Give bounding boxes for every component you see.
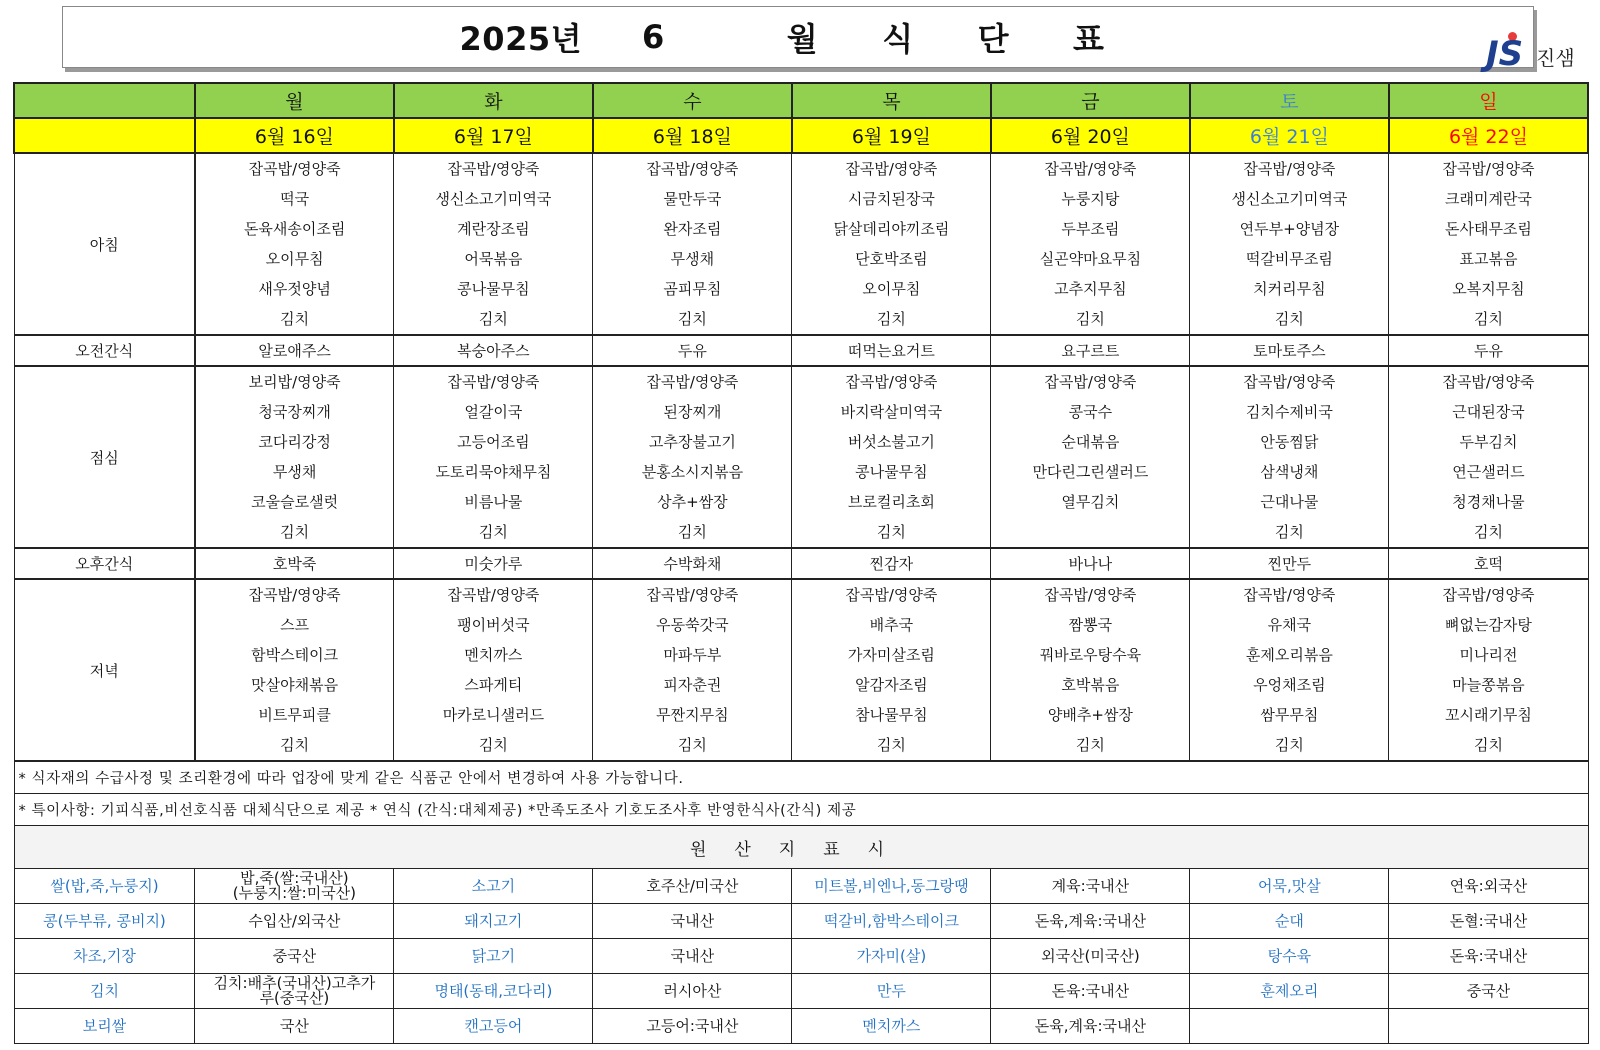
snack-cell: 수박화채 xyxy=(593,548,792,579)
menu-item: 김치 xyxy=(1075,736,1105,754)
menu-item: 유채국 xyxy=(1267,616,1312,634)
menu-item: 스프 xyxy=(280,616,310,634)
origin-value-line: (누룽지:쌀:미국산) xyxy=(232,884,357,902)
origin-header-row xyxy=(14,826,1588,869)
day-header-row xyxy=(14,83,1588,118)
menu-item: 비름나물 xyxy=(464,493,523,511)
menu-item: 맛살야채볶음 xyxy=(251,676,339,694)
day-header: 월 xyxy=(195,83,394,118)
menu-item: 김치 xyxy=(876,523,906,541)
snack-cell: 요구르트 xyxy=(991,335,1190,366)
menu-item: 잡곡밥/영양죽 xyxy=(1442,160,1535,178)
menu-item: 무생채 xyxy=(272,463,317,481)
menu-item: 멘치까스 xyxy=(464,646,523,664)
corner-cell xyxy=(14,118,195,153)
menu-item: 잡곡밥/영양죽 xyxy=(447,373,540,391)
menu-item: 잡곡밥/영양죽 xyxy=(1044,160,1137,178)
menu-item: 근대된장국 xyxy=(1452,403,1525,421)
origin-value: 국내산 xyxy=(593,939,792,974)
menu-item: 크래미계란국 xyxy=(1444,190,1532,208)
menu-item: 잡곡밥/영양죽 xyxy=(646,160,739,178)
menu-item: 김치 xyxy=(478,736,508,754)
date-header: 6월 21일 xyxy=(1190,118,1389,153)
menu-cell xyxy=(394,366,593,548)
menu-item: 완자조림 xyxy=(663,220,722,238)
date-header: 6월 20일 xyxy=(991,118,1190,153)
menu-item: 잡곡밥/영양죽 xyxy=(1243,373,1336,391)
menu-item: 마늘쫑볶음 xyxy=(1452,676,1525,694)
menu-item: 바지락살미역국 xyxy=(840,403,943,421)
meal-row xyxy=(14,366,1588,548)
menu-item: 고추장불고기 xyxy=(648,433,736,451)
day-header: 금 xyxy=(991,83,1190,118)
origin-item: 소고기 xyxy=(394,869,593,904)
menu-item: 돈사태무조림 xyxy=(1444,220,1532,238)
company-logo xyxy=(1486,32,1596,76)
menu-item: 잡곡밥/영양죽 xyxy=(1442,586,1535,604)
day-header: 화 xyxy=(394,83,593,118)
menu-item: 함박스테이크 xyxy=(251,646,339,664)
origin-item: 돼지고기 xyxy=(394,904,593,939)
menu-item: 김치 xyxy=(677,736,707,754)
menu-cell xyxy=(1389,153,1588,335)
menu-cell xyxy=(1389,579,1588,761)
snack-cell: 호박죽 xyxy=(195,548,394,579)
origin-value: 국산 xyxy=(195,1009,394,1044)
origin-item: 명태(동태,코다리) xyxy=(394,974,593,1009)
menu-item: 잡곡밥/영양죽 xyxy=(447,586,540,604)
menu-item: 청국장찌개 xyxy=(258,403,331,421)
menu-item: 쌈무무침 xyxy=(1260,706,1319,724)
menu-item: 표고볶음 xyxy=(1459,250,1518,268)
meal-label: 오전간식 xyxy=(14,335,195,366)
menu-cell xyxy=(593,366,792,548)
day-header: 일 xyxy=(1389,83,1588,118)
snack-cell: 찐만두 xyxy=(1190,548,1389,579)
menu-item: 두부조림 xyxy=(1061,220,1120,238)
origin-item: 어묵,맛살 xyxy=(1190,869,1389,904)
menu-item: 무생채 xyxy=(670,250,715,268)
menu-cell xyxy=(991,153,1190,335)
origin-row xyxy=(14,974,1588,1009)
menu-item: 삼색냉채 xyxy=(1260,463,1319,481)
origin-value: 중국산 xyxy=(1389,974,1588,1009)
origin-item xyxy=(1190,1009,1389,1044)
origin-value: 수입산/외국산 xyxy=(195,904,394,939)
menu-item: 안동찜닭 xyxy=(1260,433,1319,451)
menu-item: 오이무침 xyxy=(862,280,921,298)
menu-item: 꼬시래기무침 xyxy=(1444,706,1532,724)
menu-item: 돈육새송이조림 xyxy=(243,220,346,238)
menu-item: 배추국 xyxy=(869,616,914,634)
menu-item: 마카로니샐러드 xyxy=(442,706,545,724)
meal-row xyxy=(14,579,1588,761)
menu-item: 잡곡밥/영양죽 xyxy=(646,586,739,604)
menu-item: 참나물무침 xyxy=(855,706,928,724)
origin-row xyxy=(14,869,1588,904)
snack-cell: 토마토주스 xyxy=(1190,335,1389,366)
menu-item: 김치 xyxy=(280,523,310,541)
menu-item: 김치 xyxy=(677,523,707,541)
menu-item: 콩나물무침 xyxy=(855,463,928,481)
menu-item: 연두부+양념장 xyxy=(1239,220,1340,238)
menu-item: 된장찌개 xyxy=(663,403,722,421)
origin-value: 외국산(미국산) xyxy=(991,939,1190,974)
menu-cell xyxy=(1389,366,1588,548)
snack-cell: 찐감자 xyxy=(792,548,991,579)
menu-item: 김치 xyxy=(1274,523,1304,541)
date-header: 6월 19일 xyxy=(792,118,991,153)
origin-item: 가자미(살) xyxy=(792,939,991,974)
meal-row xyxy=(14,548,1588,579)
menu-item: 우동쑥갓국 xyxy=(656,616,729,634)
origin-value-line: 김치:배추(국내산)고추가 xyxy=(213,974,376,992)
menu-item: 김치 xyxy=(280,310,310,328)
note-text: * 식자재의 수급사정 및 조리환경에 따라 업장에 맞게 같은 식품군 안에서 변경하여 사용 가능합니다. xyxy=(14,761,1588,794)
snack-cell: 두유 xyxy=(593,335,792,366)
menu-item: 김치 xyxy=(478,523,508,541)
menu-cell xyxy=(195,579,394,761)
menu-item: 고등어조림 xyxy=(457,433,530,451)
menu-item: 시금치된장국 xyxy=(847,190,935,208)
origin-row xyxy=(14,1009,1588,1044)
snack-cell: 바나나 xyxy=(991,548,1190,579)
date-header-row xyxy=(14,118,1588,153)
menu-item: 분홍소시지볶음 xyxy=(641,463,744,481)
menu-item xyxy=(991,517,1189,547)
origin-value: 호주산/미국산 xyxy=(593,869,792,904)
day-header: 목 xyxy=(792,83,991,118)
menu-cell xyxy=(792,366,991,548)
origin-item: 콩(두부류, 콩비지) xyxy=(14,904,195,939)
note-row xyxy=(14,761,1588,794)
origin-item: 쌀(밥,죽,누룽지) xyxy=(14,869,195,904)
snack-cell: 떠먹는요거트 xyxy=(792,335,991,366)
origin-value: 돈육:국내산 xyxy=(991,974,1190,1009)
origin-item: 김치 xyxy=(14,974,195,1009)
menu-item: 김치 xyxy=(1473,310,1503,328)
menu-item: 짬뽕국 xyxy=(1068,616,1113,634)
snack-cell: 알로애주스 xyxy=(195,335,394,366)
menu-item: 마파두부 xyxy=(663,646,722,664)
menu-item: 근대나물 xyxy=(1260,493,1319,511)
menu-item: 양배추+쌈장 xyxy=(1047,706,1133,724)
title-year: 2025년 xyxy=(459,20,583,58)
menu-item: 코울슬로샐럿 xyxy=(251,493,339,511)
menu-item: 잡곡밥/영양죽 xyxy=(248,160,341,178)
menu-item: 잡곡밥/영양죽 xyxy=(845,373,938,391)
menu-item: 스파게티 xyxy=(464,676,523,694)
origin-value: 돈육:국내산 xyxy=(1389,939,1588,974)
menu-cell xyxy=(1190,366,1389,548)
origin-item: 미트볼,비엔나,동그랑땡 xyxy=(792,869,991,904)
page-title xyxy=(62,6,1534,68)
menu-item: 우엉채조림 xyxy=(1253,676,1326,694)
snack-cell: 호떡 xyxy=(1389,548,1588,579)
menu-item: 버섯소불고기 xyxy=(847,433,935,451)
menu-item: 오복지무침 xyxy=(1452,280,1525,298)
menu-item: 잡곡밥/영양죽 xyxy=(1442,373,1535,391)
menu-item: 비트무피클 xyxy=(258,706,331,724)
meal-row xyxy=(14,335,1588,366)
menu-item: 잡곡밥/영양죽 xyxy=(845,586,938,604)
menu-item: 잡곡밥/영양죽 xyxy=(1044,586,1137,604)
logo-mark: JS xyxy=(1486,34,1524,74)
menu-item: 김치 xyxy=(280,736,310,754)
meal-label: 오후간식 xyxy=(14,548,195,579)
origin-item: 보리쌀 xyxy=(14,1009,195,1044)
meal-label: 아침 xyxy=(14,153,195,335)
note-text: * 특이사항: 기피식품,비선호식품 대체식단으로 제공 * 연식 (간식:대체제공) *만족도조사 기호도조사후 반영한식사(간식) 제공 xyxy=(14,794,1588,826)
menu-cell xyxy=(593,579,792,761)
menu-item: 가자미살조림 xyxy=(847,646,935,664)
snack-cell: 복숭아주스 xyxy=(394,335,593,366)
origin-item: 닭고기 xyxy=(394,939,593,974)
menu-item: 열무김치 xyxy=(1061,493,1120,511)
menu-item: 잡곡밥/영양죽 xyxy=(1243,586,1336,604)
note-row xyxy=(14,794,1588,826)
title-month: 6 xyxy=(642,18,665,56)
menu-item: 순대볶음 xyxy=(1061,433,1120,451)
menu-cell xyxy=(195,366,394,548)
menu-item: 팽이버섯국 xyxy=(457,616,530,634)
origin-value xyxy=(1389,1009,1588,1044)
menu-item: 연근샐러드 xyxy=(1452,463,1525,481)
menu-item: 잡곡밥/영양죽 xyxy=(1044,373,1137,391)
origin-value: 중국산 xyxy=(195,939,394,974)
menu-item: 떡갈비무조림 xyxy=(1245,250,1333,268)
origin-value-line: 밥,죽(쌀:국내산) xyxy=(240,869,349,887)
origin-item: 탕수육 xyxy=(1190,939,1389,974)
meal-label: 저녁 xyxy=(14,579,195,761)
menu-item: 상추+쌈장 xyxy=(657,493,728,511)
menu-cell xyxy=(991,366,1190,548)
meal-row xyxy=(14,153,1588,335)
menu-item: 꿔바로우탕수육 xyxy=(1039,646,1142,664)
menu-item: 계란장조림 xyxy=(457,220,530,238)
menu-item: 누룽지탕 xyxy=(1061,190,1120,208)
menu-cell xyxy=(394,579,593,761)
menu-item: 치커리무침 xyxy=(1253,280,1326,298)
title-char: 단 xyxy=(977,20,1010,58)
menu-item: 코다리강정 xyxy=(258,433,331,451)
menu-item: 김치 xyxy=(876,310,906,328)
menu-item: 실곤약마요무침 xyxy=(1039,250,1142,268)
menu-cell xyxy=(991,579,1190,761)
origin-item: 만두 xyxy=(792,974,991,1009)
menu-item: 고추지무침 xyxy=(1054,280,1127,298)
menu-item: 보리밥/영양죽 xyxy=(248,373,341,391)
origin-item: 멘치까스 xyxy=(792,1009,991,1044)
origin-value: 연육:외국산 xyxy=(1389,869,1588,904)
origin-title: 원산지표시 xyxy=(14,826,1588,869)
date-header: 6월 22일 xyxy=(1389,118,1588,153)
date-header: 6월 18일 xyxy=(593,118,792,153)
origin-value: 돈육,계육:국내산 xyxy=(991,904,1190,939)
menu-item: 잡곡밥/영양죽 xyxy=(845,160,938,178)
menu-item: 잡곡밥/영양죽 xyxy=(1243,160,1336,178)
menu-cell xyxy=(195,153,394,335)
menu-item: 닭살데리야끼조림 xyxy=(833,220,950,238)
date-header: 6월 16일 xyxy=(195,118,394,153)
menu-item: 김치 xyxy=(876,736,906,754)
menu-item: 생신소고기미역국 xyxy=(1231,190,1348,208)
menu-item: 김치 xyxy=(1274,310,1304,328)
menu-cell xyxy=(1190,579,1389,761)
menu-item: 두부김치 xyxy=(1459,433,1518,451)
origin-value: 국내산 xyxy=(593,904,792,939)
menu-item: 생신소고기미역국 xyxy=(435,190,552,208)
menu-item: 김치 xyxy=(1473,736,1503,754)
menu-item: 호박볶음 xyxy=(1061,676,1120,694)
menu-item: 피자춘권 xyxy=(663,676,722,694)
menu-item: 도토리묵야채무침 xyxy=(435,463,552,481)
origin-item: 캔고등어 xyxy=(394,1009,593,1044)
title-char: 월 xyxy=(786,20,819,58)
title-char: 식 xyxy=(882,20,914,58)
menu-cell xyxy=(394,153,593,335)
menu-item: 콩국수 xyxy=(1068,403,1113,421)
menu-item: 단호박조림 xyxy=(855,250,928,268)
menu-cell xyxy=(792,579,991,761)
origin-value: 계육:국내산 xyxy=(991,869,1190,904)
origin-row xyxy=(14,904,1588,939)
menu-cell xyxy=(593,153,792,335)
menu-item: 뼈없는감자탕 xyxy=(1444,616,1532,634)
day-header: 토 xyxy=(1190,83,1389,118)
origin-item: 차조,기장 xyxy=(14,939,195,974)
menu-item: 김치수제비국 xyxy=(1245,403,1333,421)
origin-value xyxy=(195,974,394,1009)
menu-item: 무짠지무침 xyxy=(656,706,729,724)
menu-item: 잡곡밥/영양죽 xyxy=(447,160,540,178)
menu-item: 잡곡밥/영양죽 xyxy=(248,586,341,604)
menu-item: 어묵볶음 xyxy=(464,250,523,268)
menu-item: 김치 xyxy=(677,310,707,328)
menu-item: 김치 xyxy=(1473,523,1503,541)
menu-item: 김치 xyxy=(1274,736,1304,754)
menu-item: 김치 xyxy=(1075,310,1105,328)
corner-cell xyxy=(14,83,195,118)
date-header: 6월 17일 xyxy=(394,118,593,153)
menu-item: 물만두국 xyxy=(663,190,722,208)
origin-value-line: 루(중국산) xyxy=(259,989,330,1007)
menu-item: 알감자조림 xyxy=(855,676,928,694)
origin-value xyxy=(195,869,394,904)
origin-value: 러시아산 xyxy=(593,974,792,1009)
snack-cell: 두유 xyxy=(1389,335,1588,366)
menu-item: 김치 xyxy=(478,310,508,328)
menu-item: 만다린그린샐러드 xyxy=(1032,463,1149,481)
menu-item: 오이무침 xyxy=(265,250,324,268)
menu-item: 새우젓양념 xyxy=(258,280,331,298)
menu-item: 잡곡밥/영양죽 xyxy=(646,373,739,391)
snack-cell: 미숫가루 xyxy=(394,548,593,579)
logo-text: 진샘 xyxy=(1536,46,1575,70)
menu-item: 떡국 xyxy=(280,190,310,208)
origin-value: 돈육,계육:국내산 xyxy=(991,1009,1190,1044)
menu-item: 곰피무침 xyxy=(663,280,722,298)
origin-row xyxy=(14,939,1588,974)
menu-item: 얼갈이국 xyxy=(464,403,523,421)
day-header: 수 xyxy=(593,83,792,118)
menu-cell xyxy=(1190,153,1389,335)
menu-item: 청경채나물 xyxy=(1452,493,1525,511)
title-char: 표 xyxy=(1073,20,1105,58)
origin-value: 돈혈:국내산 xyxy=(1389,904,1588,939)
menu-item: 미나리전 xyxy=(1459,646,1518,664)
origin-item: 떡갈비,함박스테이크 xyxy=(792,904,991,939)
menu-item: 콩나물무침 xyxy=(457,280,530,298)
menu-table xyxy=(13,82,1589,1044)
menu-item: 훈제오리볶음 xyxy=(1245,646,1333,664)
menu-item: 브로컬리초회 xyxy=(847,493,935,511)
origin-item: 순대 xyxy=(1190,904,1389,939)
origin-value: 고등어:국내산 xyxy=(593,1009,792,1044)
menu-cell xyxy=(792,153,991,335)
meal-label: 점심 xyxy=(14,366,195,548)
origin-item: 훈제오리 xyxy=(1190,974,1389,1009)
